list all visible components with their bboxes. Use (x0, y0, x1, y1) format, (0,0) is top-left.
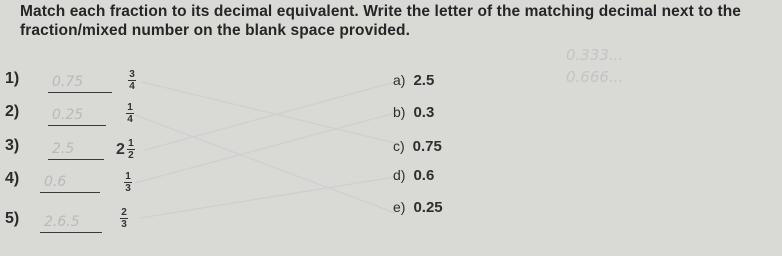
numerator: 2 (121, 207, 127, 218)
answer-blank[interactable] (40, 172, 100, 193)
question-number: 3) (5, 137, 20, 154)
answer-text: 0.75 (52, 74, 84, 90)
choice-value: 0.75 (412, 138, 442, 155)
whole-number: 2 (116, 140, 125, 158)
fraction (124, 172, 132, 193)
answer-text: 0.6 (44, 174, 67, 190)
choice-letter: e) (393, 199, 406, 215)
instructions: Match each fraction to its decimal equivalent. Write the letter of the matching decimal next to the fraction/mixed number on the blank space provided. (20, 3, 742, 39)
choice-d (393, 167, 434, 184)
answer-blank[interactable] (48, 72, 112, 93)
choice-value: 0.25 (413, 199, 443, 216)
choice-e (393, 199, 443, 216)
mixed-number (116, 139, 135, 160)
answer-blank[interactable] (48, 105, 106, 126)
handwritten-note: 0.666... (566, 68, 624, 86)
numerator: 3 (129, 69, 135, 80)
choice-letter: d) (393, 167, 406, 183)
answer-blank[interactable] (48, 139, 104, 160)
numerator: 1 (128, 138, 134, 149)
denominator: 2 (128, 150, 134, 162)
answer-text: 2.6.5 (44, 214, 80, 230)
question-number: 2) (5, 103, 20, 120)
question-number: 5) (5, 210, 20, 227)
choice-a (393, 72, 434, 89)
answer-text: 0.25 (52, 107, 84, 123)
choice-value: 0.3 (413, 104, 435, 121)
choice-letter: a) (393, 72, 406, 88)
choice-value: 0.6 (413, 167, 435, 184)
denominator: 3 (125, 183, 131, 195)
fraction (120, 208, 128, 229)
choice-letter: b) (393, 104, 406, 120)
answer-text: 2.5 (52, 141, 75, 157)
numerator: 1 (125, 171, 131, 182)
choice-c (393, 138, 442, 155)
choice-value: 2.5 (413, 72, 435, 89)
denominator: 3 (121, 219, 127, 231)
denominator: 4 (129, 81, 135, 93)
numerator: 1 (127, 102, 133, 113)
answer-blank[interactable] (40, 212, 102, 233)
fraction (126, 103, 134, 124)
fraction (128, 70, 136, 91)
choice-letter: c) (393, 138, 405, 154)
match-line (135, 113, 395, 183)
handwritten-note: 0.333... (566, 46, 624, 64)
question-number: 1) (5, 70, 20, 87)
denominator: 4 (127, 114, 133, 126)
match-line (142, 82, 395, 143)
match-line (140, 177, 395, 218)
question-number: 4) (5, 170, 20, 187)
choice-b (393, 104, 434, 121)
